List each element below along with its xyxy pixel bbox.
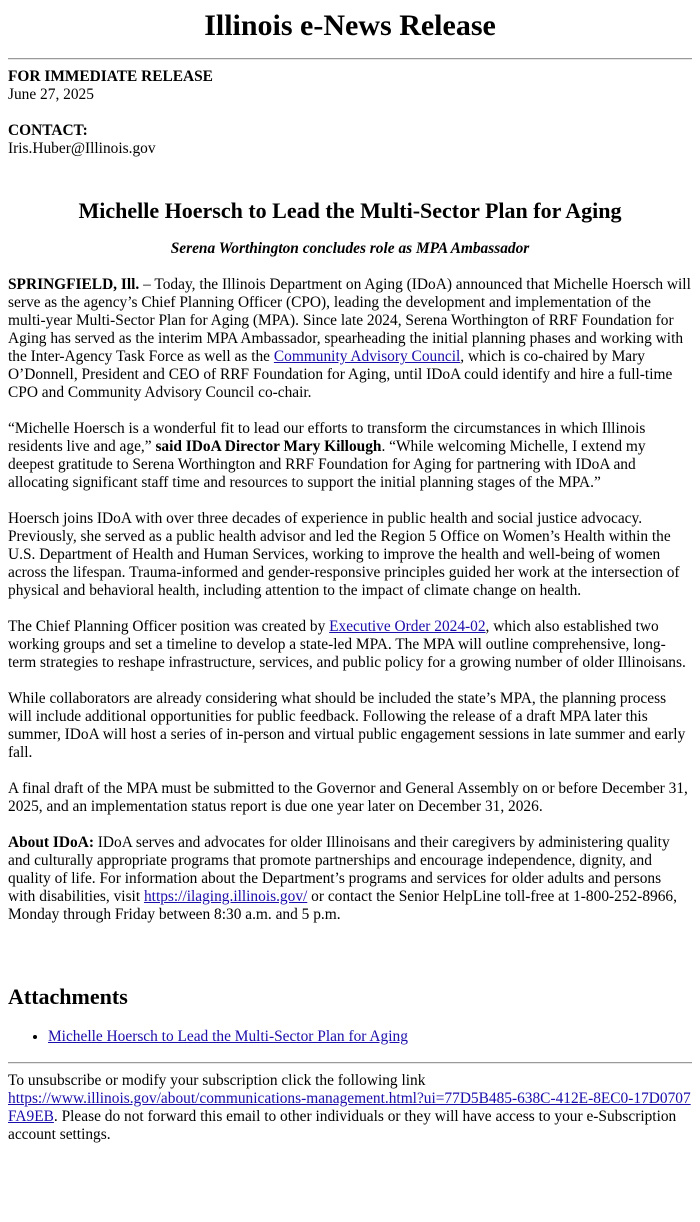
quote-part-1: “Michelle Hoersch is a wonderful fit to lead our efforts to transform the circumstances in which Illinois residents live and age,” — [8, 420, 646, 455]
contact-info — [8, 122, 692, 158]
paragraph-1-text: – Today, the Illinois Department on Aging (IDoA) announced that Michelle Hoersch will serve as the agency’s Chief Planning Officer (CPO), leading the development and implementation of the multi-year Multi-Sector Plan for Aging (MPA). Since late 2024, Serena Worthington of RRF Foundation for Aging has served as the interim MPA Ambassador, spearheading the initial planning phases and working with the Inter-Agency Task Force as well as the — [8, 276, 691, 365]
about-label: About IDoA: — [8, 834, 94, 851]
paragraph-6: A final draft of the MPA must be submitted to the Governor and General Assembly on or before December 31, 2025, and an implementation status report is due one year later on December 31, 2026. — [8, 780, 688, 815]
contact-email: Iris.Huber@Illinois.gov — [8, 140, 156, 157]
release-label: FOR IMMEDIATE RELEASE — [8, 68, 213, 85]
subscription-management-link[interactable]: https://www.illinois.gov/about/communications-management.html?ui=77D5B485-638C-412E-8EC0-17D0707FA9EB — [8, 1090, 691, 1125]
paragraph-1-text-after: , which is co-chaired by Mary O’Donnell, President and CEO of RRF Foundation for Aging, until IDoA could identify and hire a full-time CPO and Community Advisory Council co-chair. — [8, 348, 673, 401]
footer-warning-text: . Please do not forward this email to other individuals or they will have access to your e-Subscription account settings. — [8, 1108, 677, 1143]
paragraph-3: Hoersch joins IDoA with over three decades of experience in public health and social justice advocacy. Previously, she served as a public health advisor and led the Region 5 Office on Women’s Health within the U.S. Department of Health and Human Services, working to improve the health and well-being of women across the lifespan. Trauma-informed and gender-responsive principles guided her work at the intersection of physical and behavioral health, including attention to the impact of climate change on health. — [8, 510, 680, 599]
about-paragraph — [8, 834, 692, 924]
page — [0, 8, 700, 1144]
attachments-list — [8, 1028, 692, 1046]
release-info — [8, 68, 692, 104]
about-text: IDoA serves and advocates for older Illinoisans and their caregivers by administering quality and culturally appropriate programs that promote partnerships and encourage independence, dignity, and quality of life. For information about the Department’s programs and services for older adults and persons with disabilities, visit — [8, 834, 670, 905]
paragraph-4 — [8, 618, 692, 672]
article-subhead: Serena Worthington concludes role as MPA Ambassador — [170, 240, 530, 257]
community-advisory-council-link[interactable]: Community Advisory Council — [273, 348, 461, 365]
footer — [8, 1072, 692, 1144]
quote-part-2: . “While welcoming Michelle, I extend my deepest gratitude to Serena Worthington and RRF Foundation for Aging for partnering with IDoA and allocating significant staff time and resources to support the initial planning stages of the MPA.” — [8, 438, 646, 491]
page-title: Illinois e-News Release — [204, 9, 496, 42]
quote-attribution: said IDoA Director Mary Killough — [151, 438, 382, 455]
about-text-after: or contact the Senior HelpLine toll-free at 1-800-252-8966, Monday through Friday between 8:30 a.m. and 5 p.m. — [8, 888, 677, 923]
attachment-item — [48, 1028, 692, 1046]
paragraph-1 — [8, 276, 692, 402]
paragraph-4-after: , which also established two working groups and set a timeline to develop a state-led MPA. The MPA will outline comprehensive, long-term strategies to reshape infrastructure, services, and public policy for a growing number of older Illinoisans. — [8, 618, 686, 671]
attachments-heading: Attachments — [8, 984, 128, 1009]
contact-label: CONTACT: — [8, 122, 88, 139]
dateline: SPRINGFIELD, Ill. — [8, 276, 140, 293]
paragraph-2 — [8, 420, 692, 492]
ilaging-link[interactable]: https://ilaging.illinois.gov/ — [143, 888, 308, 905]
article-headline: Michelle Hoersch to Lead the Multi-Sector Plan for Aging — [78, 198, 622, 223]
attachment-link[interactable]: Michelle Hoersch to Lead the Multi-Sector Plan for Aging — [48, 1028, 408, 1045]
unsubscribe-text: To unsubscribe or modify your subscription click the following link — [8, 1072, 426, 1089]
release-date: June 27, 2025 — [8, 86, 94, 103]
top-divider — [8, 58, 692, 60]
paragraph-4-before: The Chief Planning Officer position was created by — [8, 618, 330, 635]
footer-divider — [8, 1062, 692, 1064]
paragraph-5: While collaborators are already considering what should be included the state’s MPA, the planning process will include additional opportunities for public feedback. Following the release of a draft MPA later this summer, IDoA will host a series of in-person and virtual public engagement sessions in late summer and early fall. — [8, 690, 686, 761]
executive-order-link[interactable]: Executive Order 2024-02 — [329, 618, 486, 635]
